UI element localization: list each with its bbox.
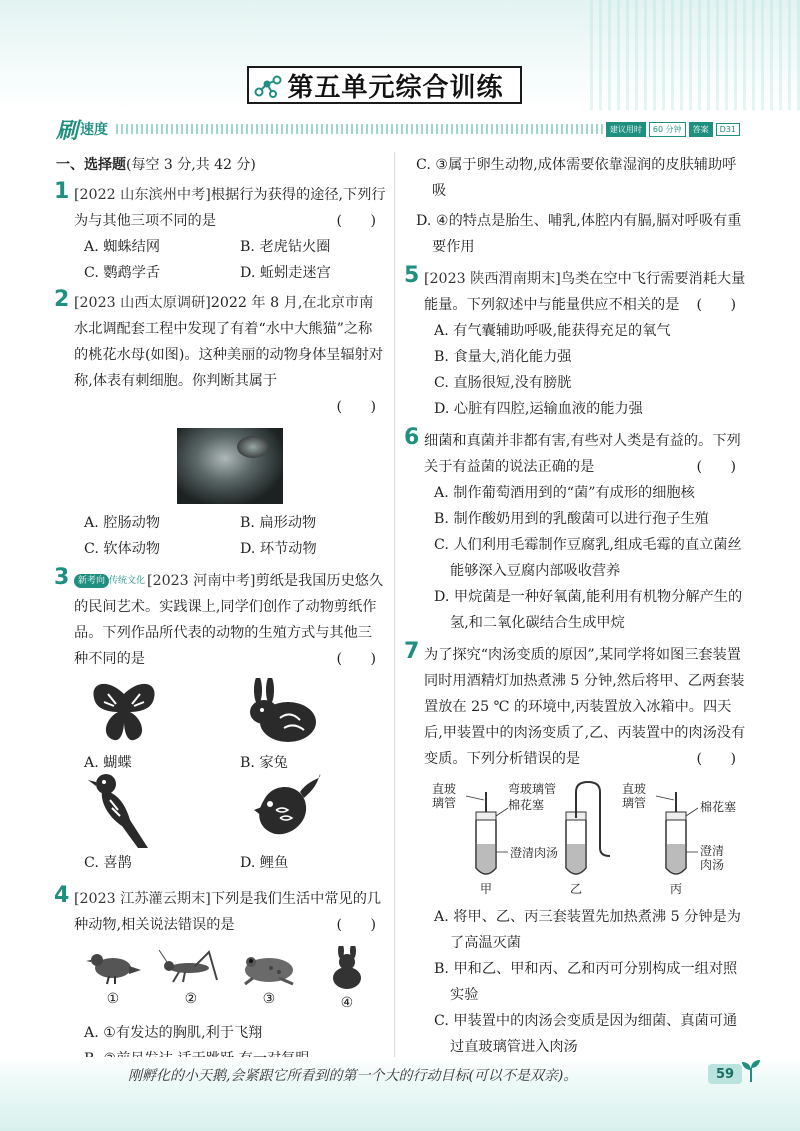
question-source: [2023 江苏灌云期末] xyxy=(74,891,211,907)
option-d[interactable]: D. 蚯蚓走迷宫 xyxy=(240,265,331,281)
option-d[interactable]: D. 心脏有四腔,运输血液的能力强 xyxy=(434,401,643,417)
question-1 xyxy=(54,179,386,286)
option-a[interactable]: A. 蜘蛛结网 xyxy=(84,239,161,255)
label-jia: 甲 xyxy=(480,882,493,896)
jellyfish-photo xyxy=(177,428,283,504)
header-decoration xyxy=(590,0,800,110)
answer-blank[interactable]: ( ) xyxy=(696,751,736,767)
q4-option-c[interactable]: C. ③属于卵生动物,成体需要依靠湿润的皮肤辅助呼吸 xyxy=(416,157,737,199)
question-stem: 根据行为获得的途径,下列行为与其他三项不同的是 xyxy=(74,187,386,229)
q4-option-d[interactable]: D. ④的特点是胎生、哺乳,体腔内有膈,膈对呼吸有重要作用 xyxy=(416,213,742,255)
carp-papercut-icon xyxy=(244,770,324,850)
option-a[interactable]: A. 有气囊辅助呼吸,能获得充足的氧气 xyxy=(434,323,671,339)
speed-logo: 刷 xyxy=(56,118,79,144)
question-5 xyxy=(404,263,746,422)
question-number: 5 xyxy=(404,263,420,288)
question-stem: 2022 年 8 月,在北京市南水北调配套工程中发现了有着“水中大熊猫”之称的桃花水母(如图)。这种美丽的动物身体呈辐射对称,体表有刺细胞。你判断其属于 xyxy=(74,295,384,389)
option-b[interactable]: B. 食量大,消化能力强 xyxy=(434,349,572,365)
rabbit-papercut-icon xyxy=(244,678,324,748)
section-heading xyxy=(56,152,386,178)
pigeon-figure xyxy=(78,946,148,1012)
new-trend-badge: 新考向 xyxy=(74,574,109,588)
option-a-cell[interactable] xyxy=(74,678,230,770)
answer-tag-label: 答案 xyxy=(689,122,713,137)
option-c[interactable]: C. 直肠很短,没有膀胱 xyxy=(434,375,572,391)
option-c[interactable]: C. 鹦鹉学舌 xyxy=(84,265,161,281)
option-c[interactable]: C. 甲装置中的肉汤会变质是因为细菌、真菌可通过直玻璃管进入肉汤 xyxy=(434,1013,738,1055)
option-d-cell[interactable] xyxy=(230,770,386,870)
right-column xyxy=(406,152,746,1060)
page-number: 59 xyxy=(708,1064,742,1084)
frog-icon xyxy=(239,946,299,986)
option-b[interactable]: B. 甲和乙、甲和丙、乙和丙可分别构成一组对照实验 xyxy=(434,961,738,1003)
option-b-cell[interactable] xyxy=(230,678,386,770)
option-b[interactable]: B. 扁形动物 xyxy=(240,515,317,531)
time-tag-value: 60 分钟 xyxy=(649,122,686,137)
option-d: D. 鲤鱼 xyxy=(240,855,289,871)
rabbit-figure xyxy=(312,946,382,1012)
question-3 xyxy=(54,565,386,871)
culture-badge: 传统文化 xyxy=(109,576,146,586)
answer-blank[interactable]: ( ) xyxy=(336,651,376,667)
question-7 xyxy=(404,639,746,1060)
question-stem: 鸟类在空中飞行需要消耗大量能量。下列叙述中与能量供应不相关的是 xyxy=(424,271,746,313)
option-c: C. 喜鹊 xyxy=(84,855,132,871)
grasshopper-figure xyxy=(156,946,226,1012)
question-number: 7 xyxy=(404,639,420,664)
label-bing: 丙 xyxy=(670,882,683,896)
question-2 xyxy=(54,287,386,562)
question-stem: 剪纸是我国历史悠久的民间艺术。实践课上,同学们创作了动物剪纸作品。下列作品所代表的动物的生殖方式与其他三种不同的是 xyxy=(74,573,384,667)
time-tag-label: 建议用时 xyxy=(606,122,646,137)
question-source: [2022 山东滨州中考] xyxy=(74,187,211,203)
footer-quote: 刚孵化的小天鹅,会紧跟它所看到的第一个大的行动目标(可以不是双亲)。 xyxy=(128,1068,578,1084)
label-cotton-plug-2: 棉花塞 xyxy=(700,800,737,814)
label-broth-2: 澄清 肉汤 xyxy=(700,844,725,872)
answer-blank[interactable]: ( ) xyxy=(336,917,376,933)
question-number: 1 xyxy=(54,179,70,204)
label-broth-1: 澄清肉汤 xyxy=(510,846,559,860)
option-d[interactable]: D. 甲烷菌是一种好氧菌,能利用有机物分解产生的氢,和二氧化碳结合生成甲烷 xyxy=(434,589,743,631)
label-straight-tube-1: 直玻 璃管 xyxy=(432,782,457,810)
animal-label-3: ③ xyxy=(262,991,276,1007)
option-b[interactable]: B. 制作酸奶用到的乳酸菌可以进行孢子生殖 xyxy=(434,511,709,527)
label-bent-tube: 弯玻璃管 xyxy=(508,782,557,796)
animal-label-4: ④ xyxy=(340,995,354,1011)
butterfly-papercut-icon xyxy=(88,678,160,748)
question-stem: 细菌和真菌并非都有害,有些对人类是有益的。下列关于有益菌的说法正确的是 xyxy=(424,433,741,475)
answer-blank[interactable]: ( ) xyxy=(696,297,736,313)
question-4 xyxy=(54,883,386,1072)
option-a[interactable]: A. ①有发达的胸肌,利于飞翔 xyxy=(84,1025,263,1041)
unit-title-box xyxy=(247,66,522,104)
rabbit-icon xyxy=(325,946,369,990)
question-source: [2023 山西太原调研] xyxy=(74,295,211,311)
section-title: 一、选择题 xyxy=(56,157,126,173)
molecule-icon xyxy=(253,72,285,100)
option-a[interactable]: A. 将甲、乙、丙三套装置先加热煮沸 5 分钟是为了高温灭菌 xyxy=(434,909,741,951)
frog-figure xyxy=(234,946,304,1012)
sprout-icon xyxy=(740,1058,762,1082)
answer-blank[interactable]: ( ) xyxy=(336,213,376,229)
option-b[interactable]: B. 老虎钻火圈 xyxy=(240,239,331,255)
column-divider xyxy=(394,152,395,1067)
answer-tag-value: D31 xyxy=(716,123,740,136)
speed-subtitle: 速度 xyxy=(80,122,109,138)
left-column xyxy=(56,152,386,1072)
option-c[interactable]: C. 人们利用毛霉制作豆腐乳,组成毛霉的直立菌丝能够深入豆腐内部吸收营养 xyxy=(434,537,742,579)
option-d[interactable]: D. 环节动物 xyxy=(240,541,317,557)
broth-experiment-figure xyxy=(424,778,746,898)
animal-label-2: ② xyxy=(184,991,198,1007)
question-stem: 下列是我们生活中常见的几种动物,相关说法错误的是 xyxy=(74,891,382,933)
option-a[interactable]: A. 制作葡萄酒用到的“菌”有成形的细胞核 xyxy=(434,485,695,501)
grasshopper-icon xyxy=(159,946,223,986)
label-yi: 乙 xyxy=(570,882,583,896)
answer-blank[interactable]: ( ) xyxy=(336,399,376,415)
animals-figure xyxy=(74,946,386,1012)
option-b: B. 家兔 xyxy=(240,755,288,771)
test-tubes-diagram xyxy=(424,778,744,898)
label-cotton-plug-1: 棉花塞 xyxy=(508,798,545,812)
question-number: 4 xyxy=(54,883,70,908)
page-title: 第五单元综合训练 xyxy=(287,72,504,103)
question-number: 2 xyxy=(54,287,70,312)
question-number: 6 xyxy=(404,425,420,450)
question-stem: 为了探究“肉汤变质的原因”,某同学将如图三套装置同时用酒精灯加热煮沸 5 分钟,然后将甲、乙两套装置放在 25 ℃ 的环境中,丙装置放入冰箱中。四天后,甲装置中的肉汤变质了,乙、丙装置中的肉汤没有变质。下列分析错误的是 xyxy=(424,647,746,767)
option-c[interactable]: C. 软体动物 xyxy=(84,541,161,557)
dotted-divider xyxy=(116,124,603,134)
pigeon-icon xyxy=(85,946,141,986)
option-a[interactable]: A. 腔肠动物 xyxy=(84,515,161,531)
answer-blank[interactable]: ( ) xyxy=(696,459,736,475)
speed-bar xyxy=(56,117,740,144)
option-a: A. 蝴蝶 xyxy=(84,755,132,771)
question-source: [2023 河南中考] xyxy=(147,573,256,589)
question-source: [2023 陕西渭南期末] xyxy=(424,271,561,287)
animal-label-1: ① xyxy=(106,991,120,1007)
section-note: (每空 3 分,共 42 分) xyxy=(126,157,256,173)
question-6 xyxy=(404,425,746,636)
option-c-cell[interactable] xyxy=(74,770,230,870)
label-straight-tube-2: 直玻 璃管 xyxy=(622,782,647,810)
question-number: 3 xyxy=(54,565,70,590)
magpie-papercut-icon xyxy=(88,770,158,850)
